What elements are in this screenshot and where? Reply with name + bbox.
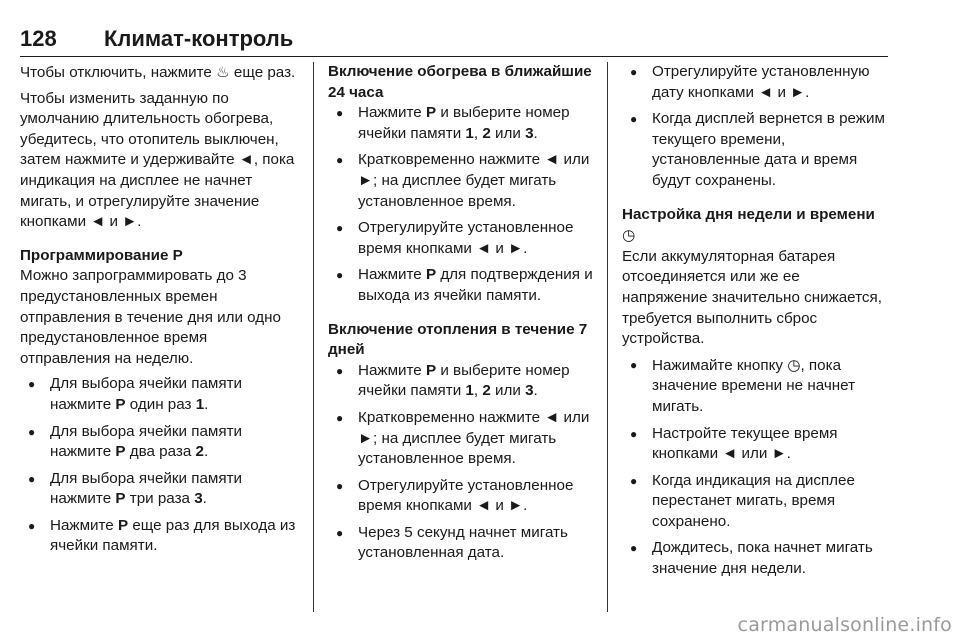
page-header [20,26,888,57]
list-item: ● Для выбора ячейки памяти нажмите P два раза 2. [20,422,300,463]
list-item: ● Отрегулируйте установленную дату кнопками ◄ и ►. [622,62,888,103]
list-item: ● Нажмите P еще раз для выхода из ячейки памяти. [20,516,300,557]
list-item: ● Нажимайте кнопку ◷, пока значение времени не начнет мигать. [622,355,888,418]
paragraph-battery: Если аккумуляторная батарея отсоединяется или же ее напряжение значительно снижается, требуется выполнить сброс устройства. [622,247,882,348]
column-3 [622,62,888,586]
watermark: carmanualsonline.info [737,614,952,636]
list-item: ● Кратковременно нажмите ◄ или ►; на дисплее будет мигать установленное время. [328,408,594,470]
list-item: ● Настройте текущее время кнопками ◄ или ►. [622,424,888,465]
paragraph-change-duration: Чтобы изменить заданную по умолчанию длительность обогрева, убедитесь, что отопитель выключен, затем нажмите и удерживайте ◄, пока индикация на дисплее не начнет мигать, и отрегулируйте значение кнопками ◄ и ►. [20,89,295,231]
clock-icon: ◷ [787,355,801,374]
heading-programming: Программирование P [20,246,183,264]
list-item: ● Нажмите P и выберите номер ячейки памяти 1, 2 или 3. [328,361,594,402]
heater-icon: ♨ [216,63,230,81]
list-memory-slots [20,374,300,557]
paragraph-disable: Чтобы отключить, нажмите ♨ еще раз. [20,63,296,81]
column-divider-1 [313,62,314,612]
clock-icon: ◷ [622,226,636,245]
heading-24h: Включение обогрева в ближайшие 24 часа [328,63,592,101]
page-number: 128 [20,26,57,51]
list-7days [328,361,594,564]
list-item: ● Для выбора ячейки памяти нажмите P один раз 1. [20,374,300,415]
column-2 [328,62,594,570]
list-item: ● Дождитесь, пока начнет мигать значение дня недели. [622,538,888,579]
column-1 [20,62,300,563]
chapter-title: Климат-контроль [104,26,294,51]
heading-day-time: Настройка дня недели и времени ◷ [622,205,875,245]
list-item: ● Для выбора ячейки памяти нажмите P три раза 3. [20,469,300,510]
list-24h [328,103,594,306]
list-item: ● Через 5 секунд начнет мигать установленная дата. [328,523,594,564]
list-item: ● Отрегулируйте установленное время кнопками ◄ и ►. [328,476,594,517]
list-date [622,62,888,192]
column-divider-2 [607,62,608,612]
list-item: ● Отрегулируйте установленное время кнопками ◄ и ►. [328,218,594,259]
list-time-setting [622,355,888,580]
list-item: ● Когда индикация на дисплее перестанет мигать, время сохранено. [622,471,888,533]
list-item: ● Кратковременно нажмите ◄ или ►; на дисплее будет мигать установленное время. [328,150,594,212]
heading-7days: Включение отопления в течение 7 дней [328,320,588,359]
paragraph-programming: Можно запрограммировать до 3 предустановленных времен отправления в течение дня или одно предустановленное время отправления на неделю. [20,267,281,367]
list-item: ● Когда дисплей вернется в режим текущего времени, установленные дата и время будут сохранены. [622,109,888,191]
list-item: ● Нажмите P для подтверждения и выхода из ячейки памяти. [328,265,594,306]
list-item: ● Нажмите P и выберите номер ячейки памяти 1, 2 или 3. [328,103,594,144]
